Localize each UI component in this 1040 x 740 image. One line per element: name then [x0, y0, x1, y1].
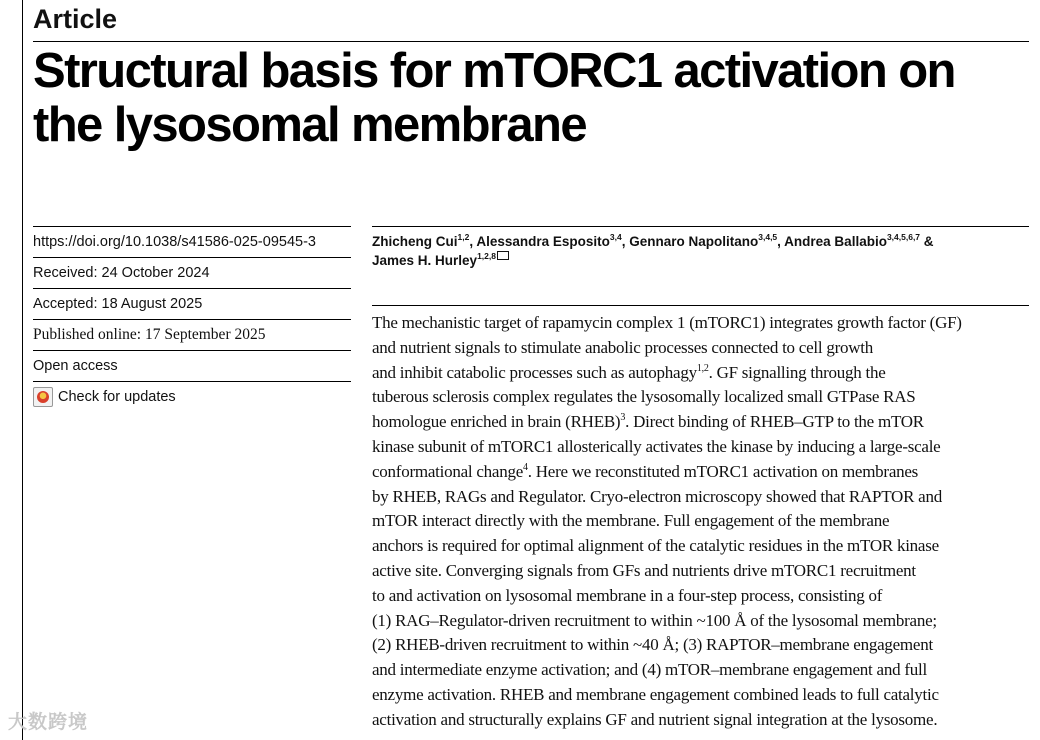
author-name[interactable]: Alessandra Esposito: [476, 234, 610, 249]
crossmark-icon: [33, 387, 53, 407]
accepted-date: Accepted: 18 August 2025: [33, 289, 351, 320]
author-name[interactable]: Zhicheng Cui: [372, 234, 458, 249]
received-date: Received: 24 October 2024: [33, 258, 351, 289]
open-access-label: Open access: [33, 351, 351, 382]
check-updates-button[interactable]: [33, 382, 351, 412]
abstract-line: activation and structurally explains GF and nutrient signal integration at the lysosome.: [372, 709, 938, 729]
abstract-line: The mechanistic target of rapamycin complex 1 (mTORC1) integrates growth factor (GF): [372, 313, 962, 332]
abstract-line: homologue enriched in brain (RHEB)$^3$. Direct binding of RHEB–GTP to the mTOR: [372, 412, 924, 432]
abstract-line: and nutrient signals to stimulate anabolic processes connected to cell growth: [372, 337, 873, 357]
doi-link[interactable]: https://doi.org/10.1038/s41586-025-09545-3: [33, 227, 351, 258]
abstract-line: by RHEB, RAGs and Regulator. Cryo-electron microscopy showed that RAPTOR and: [372, 486, 942, 506]
citation-ref[interactable]: 1,2: [696, 362, 709, 374]
section-label: Article: [33, 4, 118, 34]
abstract-line: tuberous sclerosis complex regulates the lysosomally localized small GTPase RAS: [372, 387, 916, 407]
abstract-line: mTOR interact directly with the membrane. Full engagement of the membrane: [372, 511, 890, 531]
abstract-line: and inhibit catabolic processes such as autophagy$^{1,2}$. GF signalling through the: [372, 362, 886, 382]
citation-ref[interactable]: 3: [620, 412, 626, 424]
published-date: Published online: 17 September 2025: [33, 320, 351, 351]
author-affiliation: 1,2: [457, 232, 470, 242]
author-name[interactable]: James H. Hurley: [372, 253, 478, 268]
header-divider: [33, 41, 1029, 42]
article-title: Structural basis for mTORC1 activation on the lysosomal membrane: [33, 44, 955, 152]
abstract-line: enzyme activation. RHEB and membrane engagement combined leads to full catalytic: [372, 684, 939, 704]
abstract: [372, 311, 1034, 733]
abstract-line: active site. Converging signals from GFs and nutrients drive mTORC1 recruitment: [372, 560, 916, 580]
author-name[interactable]: Gennaro Napolitano: [629, 234, 759, 249]
author-name[interactable]: Andrea Ballabio: [784, 234, 887, 249]
citation-ref[interactable]: 4: [523, 461, 528, 473]
abstract-line: conformational change$^4$. Here we reconstituted mTORC1 activation on membranes: [372, 461, 919, 481]
article-metadata: [33, 226, 351, 412]
authors-divider: [372, 226, 1029, 227]
author-affiliation: 1,2,8: [477, 251, 496, 261]
abstract-line: (2) RHEB-driven recruitment to within ~40 Å; (3) RAPTOR–membrane engagement: [372, 635, 933, 655]
abstract-line: kinase subunit of mTORC1 allosterically activates the kinase by inducing a large-scale: [372, 436, 941, 456]
watermark: 大数跨境: [8, 712, 89, 733]
abstract-line: (1) RAG–Regulator-driven recruitment to within ~100 Å of the lysosomal membrane;: [372, 610, 937, 630]
abstract-line: and intermediate enzyme activation; and (4) mTOR–membrane engagement and full: [372, 660, 927, 680]
author-affiliation: 3,4: [609, 232, 622, 242]
abstract-divider: [372, 305, 1029, 306]
author-affiliation: 3,4,5,6,7: [886, 232, 921, 242]
envelope-icon[interactable]: [497, 251, 509, 260]
author-affiliation: 3,4,5: [758, 232, 778, 242]
check-updates-label: Check for updates: [58, 389, 176, 405]
abstract-line: anchors is required for optimal alignment of the catalytic residues in the mTOR kinase: [372, 536, 939, 556]
abstract-line: to and activation on lysosomal membrane in a four-step process, consisting of: [372, 585, 883, 605]
left-margin-rule: [22, 0, 23, 740]
author-list: Zhicheng Cui$^{1,2}$, Alessandra Esposito$^{3,4}$, Gennaro Napolitano$^{3,4,5}$, Andrea Ballabio$^{3,4,5,6,7}$ & James H. Hurley$^{1,2,8}$: [372, 232, 934, 268]
